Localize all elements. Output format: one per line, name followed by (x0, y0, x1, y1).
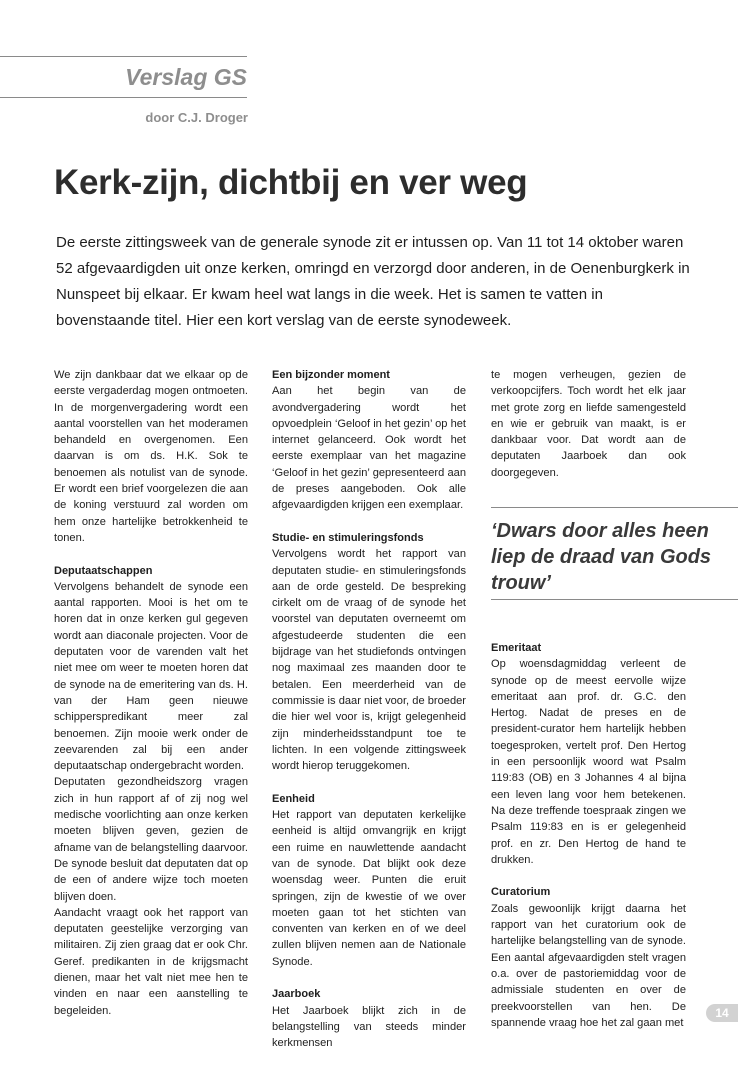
column-3-lower (491, 640, 686, 1031)
byline: door C.J. Droger (145, 110, 248, 125)
paragraph: Zoals gewoonlijk krijgt daarna het rapport van het curatorium ook de hartelijke belangstelling van de synode. Een aantal afgevaardigden stelt vragen o.a. over de pastoriemiddag voor de admissiale studenten en over de preekvoorstellen van hen. De spannende vraag hoe het zal gaan met (491, 902, 686, 1029)
paragraph: Aan het begin van de avondvergadering wordt het opvoedplein ‘Geloof in het gezin’ op het internet gelanceerd. Ook wordt het eerste exemplaar van het magazine ‘Geloof in het gezin’ gepresenteerd aan de preses aangeboden. Ook alle afgevaardigden krijgen een exemplaar. (272, 385, 466, 512)
paragraph: Het Jaarboek blijkt zich in de belangstelling van steeds minder kerkmensen (272, 1004, 466, 1050)
subheading-emeritaat: Emeritaat (491, 642, 542, 654)
column-1 (54, 367, 248, 1019)
subheading-curatorium: Curatorium (491, 886, 551, 899)
subheading-bijzonder-moment: Een bijzonder moment (272, 369, 390, 381)
subheading-jaarboek: Jaarboek (272, 988, 321, 1001)
paragraph: Vervolgens behandelt de synode een aantal rapporten. Mooi is het om te horen dat in onze kerken gul gegeven wordt aan diaconale projecten. Voor de deputaten voor de varenden valt het niet mee om weer te moeten horen dat de synode na de emeritering van ds. H. van der Ham geen nieuwe schipperspredikant meer zal benoemen. Zijn mooie werk onder de zeevarenden zal bij een ander deputaatschap ondergebracht worden. (54, 580, 248, 773)
paragraph: Vervolgens wordt het rapport van deputaten studie- en stimuleringsfonds aan de orde gesteld. De bespreking cirkelt om de vraag of de synode het voorstel van deputaten overneemt om afgestudeerde studenten die een bijdrage van het studiefonds ontvingen nog maximaal zes maanden door te betalen. Een meerderheid van de commissie is daar niet voor, de broeder die hier wel voor is, krijgt gelegenheid zijn minderheidsstandpunt toe te lichten. In een volgende zittingsweek wordt hierop teruggekomen. (272, 548, 466, 773)
column-3 (491, 367, 686, 481)
section-rule-bottom (0, 97, 247, 98)
pullquote: ‘Dwars door alles heen liep de draad van Gods trouw’ (491, 520, 712, 594)
paragraph: te mogen verheugen, gezien de verkoopcijfers. Toch wordt het elk jaar met grote zorg en liefde samengesteld en wie er gebruik van maakt, is er dankbaar voor. Dat wordt aan de deputaten Jaarboek dan ook doorgegeven. (491, 369, 686, 479)
section-rule-top (0, 56, 247, 57)
pullquote-rule-bottom (491, 599, 738, 600)
paragraph: Aandacht vraagt ook het rapport van deputaten geestelijke verzorging van militairen. Zij zien graag dat er ook Chr. Geref. predikanten in de krijgsmacht dienen, maar het valt niet mee hen te vinden en naar een aanstelling te begeleiden. (54, 906, 248, 1017)
subheading-eenheid: Eenheid (272, 792, 315, 805)
subheading-studiefonds: Studie- en stimuleringsfonds (272, 531, 424, 544)
page-number: 14 (706, 1004, 738, 1022)
section-title: Verslag GS (125, 64, 247, 90)
paragraph: Op woensdagmiddag verleent de synode op de meest eervolle wijze emeritaat aan prof. dr. G.C. den Hertog. Nadat de preses en de president-curator hem hartelijk hebben toegesproken, vertelt prof. Den Hertog in een persoonlijk woord wat Psalm 119:83 (OB) en 3 Johannes 4 al bijna een leven lang voor hem betekenen. Na deze treffende toespraak zingen we Psalm 119:83 en is er gelegenheid prof. en zr. Den Hertog de hand te drukken. (491, 658, 686, 866)
pullquote-rule-top (491, 507, 738, 508)
column-2 (272, 367, 466, 1051)
intro-paragraph: De eerste zittingsweek van de generale synode zit er intussen op. Van 11 tot 14 oktober waren 52 afgevaardigden uit onze kerken, omringd en verzorgd door anderen, in de Oenenburgkerk in Nunspeet bij elkaar. Er kwam heel wat langs in die week. Het is samen te vatten in bovenstaande titel. Hier een kort verslag van de eerste synodeweek. (56, 234, 690, 329)
subheading-deputaatschappen: Deputaatschappen (54, 564, 153, 577)
headline: Kerk-zijn, dichtbij en ver weg (54, 163, 528, 202)
paragraph: We zijn dankbaar dat we elkaar op de eerste vergaderdag mogen ontmoeten. In de morgenvergadering wordt een aantal voorstellen van het moderamen behandeld en overgenomen. Een daarvan is om ds. H.K. Sok te benoemen als notulist van de synode. Er wordt een brief voorgelezen die aan de koning verstuurd zal worden om hem onze hartelijke betrokkenheid te tonen. (54, 369, 248, 544)
paragraph: Deputaten gezondheidszorg vragen zich in hun rapport af of zij nog wel medische voorlichting aan onze kerken moeten blijven geven, gezien de afname van de belangstelling daarvoor. De synode besluit dat deputaten dat op de een of andere wijze toch moeten blijven doen. (54, 776, 248, 903)
paragraph: Het rapport van deputaten kerkelijke eenheid is altijd omvangrijk en krijgt een ruime en nauwlettende aandacht van de synode. Dat blijkt ook deze woensdag weer. Punten die eruit springen, zijn de kwestie of we over moeten gaan tot het stichten van conventen van kerken en of we deel zullen blijven nemen aan de Nationale Synode. (272, 809, 466, 968)
